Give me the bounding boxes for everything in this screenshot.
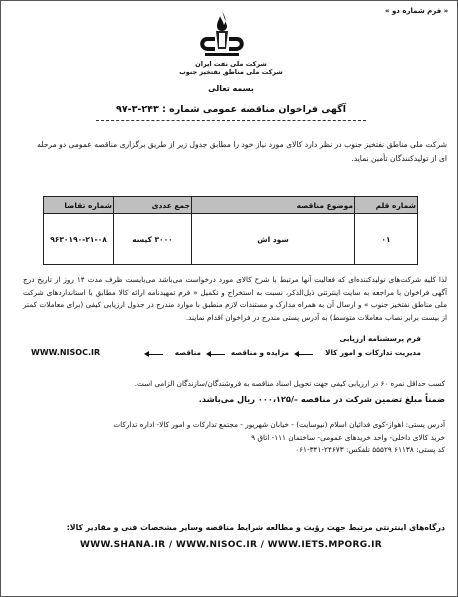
cell-quantity: ۳۰۰۰ کیسه [114, 214, 192, 265]
deposit-amount: ضمناً مبلغ تضمین شرکت در مناقصه –/۰۰۰،۱۲۵ ریال می‌باشد. [198, 394, 445, 404]
notice-body: لذا کلیه شرکت‌های تولیدکننده‌ای که فعالیت آنها مرتبط با شرح کالای مورد درخواست می‌باشد می‌بایست ظرف مدت ۱۴ روز از تاریخ درج آگهی فراخوان با مراجعه به سایت اینترنتی ذیل‌الذکر، نسبت به استخراج و تکمیل « فرم تمهیدنامه ارائه کالا مطابق با استانداردهای شرکت ملی مناطق نفتخیز جنوب » و ارسال آن به همراه مدارک و مستندات لازم منطبق با موارد مندرج در جدول ارزیابی کیفی (برای معاملات کمتر از بیست برابر نصاب معاملات متوسط) به آدرس پستی مندرج در فراخوان اقدام نمایند. [23, 275, 447, 322]
arrow-left-icon [144, 351, 149, 357]
flow-arrow-line [297, 354, 313, 355]
flow-label: فرم پرسشنامه ارزیابی [339, 334, 421, 343]
arrow-left-icon [206, 351, 211, 357]
flow-arrow-line [147, 354, 163, 355]
websites-links[interactable]: WWW.SHANA.IR / WWW.NISOC.IR / WWW.IETS.MPORG.IR [79, 540, 383, 550]
table-header-row [44, 197, 418, 214]
websites-label: درگاه‌های اینترنتی مرتبط جهت رؤیت و مطالعه شرایط مناقصه وسایر مشخصات فنی و مقادیر کالا: [66, 523, 445, 532]
header-item-number: شماره قلم [355, 197, 418, 214]
header-subject: موضوع مناقصه [192, 197, 355, 214]
address-line2: خرید کالای داخلی- واحد خریدهای عمومی- ساختمان ۱۱۱- اتاق ۹ [251, 432, 445, 442]
navigation-path [21, 334, 421, 366]
company-name-line2: شرکت ملی مناطق نفتخیز جنوب [179, 68, 283, 76]
bismillah: بسمه تعالی [208, 84, 254, 93]
header-quantity: جمع عددی [114, 197, 192, 214]
flow-arrow-line [209, 354, 225, 355]
cell-request-number: ۹۶۳۰۱۹۰-۲۱-۰۸ [44, 214, 114, 265]
notice-title: آگهی فراخوان مناقصه عمومی شماره : ۲۴۳-۳-۹۷ [116, 104, 346, 115]
table-row [44, 214, 418, 265]
title-divider [96, 120, 366, 122]
nioc-logo [189, 9, 255, 57]
form-number: « فرم شماره دو » [385, 7, 449, 15]
minimum-score-note: کسب حداقل نمره ۶۰ در ارزیابی کیفی جهت تحویل اسناد مناقصه به فروشندگان/سازندگان الزامی است. [134, 379, 445, 388]
flow-step-tenders: مزایده و مناقصه [230, 348, 289, 357]
nisoc-link[interactable]: WWW.NISOC.IR [31, 348, 101, 357]
flame-tower-logo-icon [189, 9, 255, 57]
address-line3: کد پستی: ۶۱۱۳۸ ۵۵۵۲۹ تلفکس: ۲۴۶۷۳-۳۴۱-۰۶۱ [295, 445, 445, 455]
arrow-left-icon [294, 351, 299, 357]
flow-step-tender: مناقصه [174, 348, 201, 357]
postal-address [21, 419, 445, 457]
cell-subject: سود اش [192, 214, 355, 265]
cell-item-number: ۰۱ [355, 214, 418, 265]
notice-intro: شرکت ملی مناطق نفتخیز جنوب در نظر دارد کالای مورد نیاز خود را مطابق جدول زیر از طریق برگزاری مناقصه عمومی دو مرحله ای از تولیدکنندگان تأمین نماید. [37, 140, 447, 163]
flow-step-procurement: مدیریت تدارکات و امور کالا [325, 348, 421, 357]
address-line1: آدرس پستی: اهواز-کوی فدائیان اسلام (نیوسایت) - خیابان شهریور - مجتمع تدارکات و امور کالا- اداره تدارکات [113, 420, 445, 429]
header-request-number: شماره تقاضا [44, 197, 114, 214]
tender-table [43, 196, 418, 265]
company-name-line1: شرکت ملی نفت ایران [195, 60, 267, 68]
